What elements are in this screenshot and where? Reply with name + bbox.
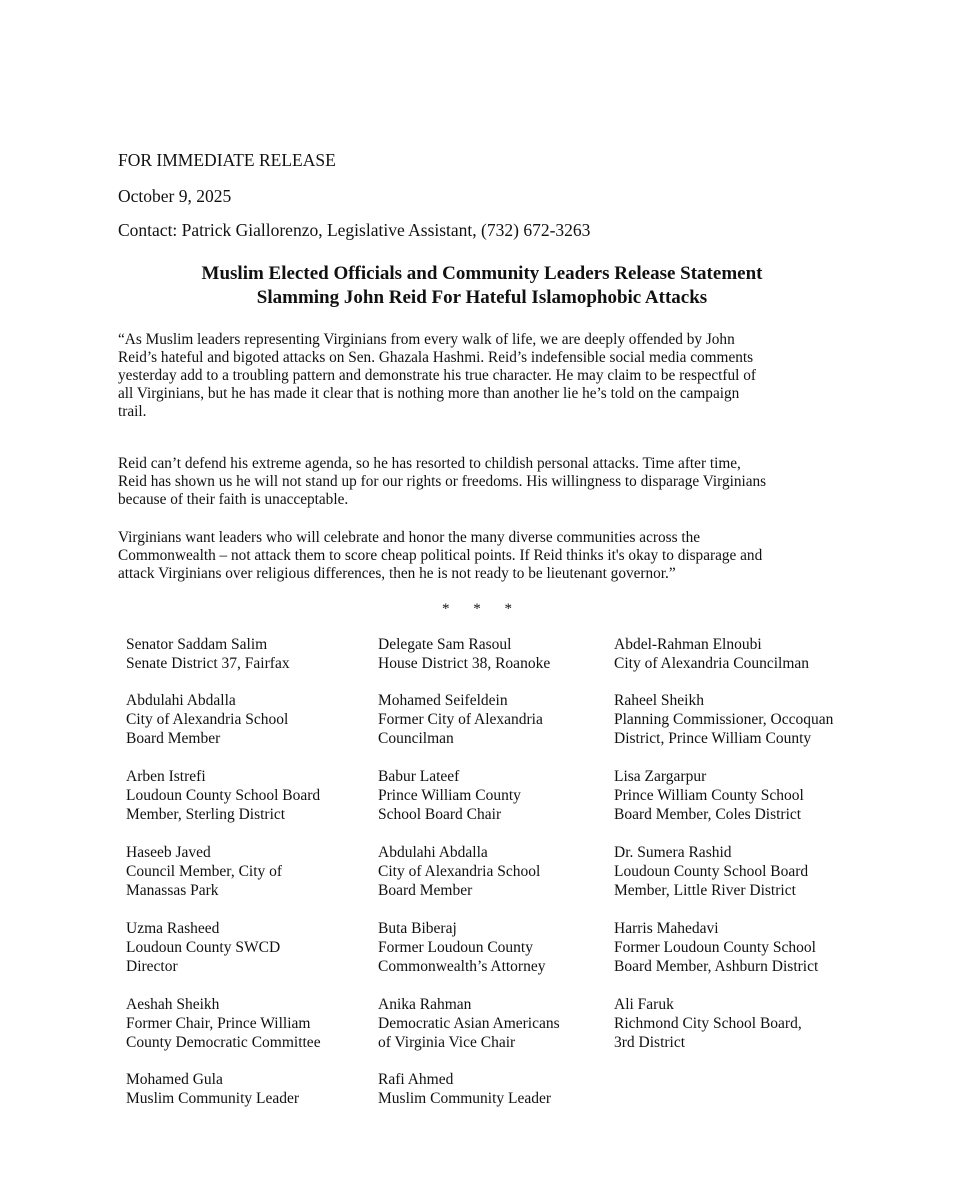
signatory-title: Prince William County School <box>614 787 804 804</box>
signatory <box>126 995 321 1052</box>
headline-line: Muslim Elected Officials and Community Leaders Release Statement <box>201 263 763 284</box>
signatory-name: Babur Lateef <box>378 768 460 785</box>
signatory <box>378 691 543 748</box>
signatory <box>126 635 290 673</box>
signatory <box>614 635 809 673</box>
statement-line: because of their faith is unacceptable. <box>118 491 349 508</box>
signatory-name: Harris Mahedavi <box>614 920 719 937</box>
signatory-title: Loudoun County School Board <box>126 787 321 804</box>
signatory-title: Muslim Community Leader <box>126 1090 300 1107</box>
signatory <box>614 843 808 900</box>
signatory-title: Loudoun County SWCD <box>126 939 281 956</box>
signatory-title: Member, Sterling District <box>126 806 286 823</box>
statement-line: Reid can’t defend his extreme agenda, so he has resorted to childish personal attacks. Time after time, <box>118 455 741 472</box>
signatory <box>378 995 560 1052</box>
signatory <box>126 767 320 824</box>
signatory <box>126 843 282 900</box>
statement-paragraph-3 <box>118 529 858 583</box>
signatory-title: County Democratic Committee <box>126 1034 321 1051</box>
statement-line: Virginians want leaders who will celebrate and honor the many diverse communities across the <box>118 529 701 546</box>
signatory-title: Commonwealth’s Attorney <box>378 958 546 975</box>
headline <box>100 262 864 310</box>
signatory-title: School Board Chair <box>378 806 502 823</box>
signatory-title: of Virginia Vice Chair <box>378 1034 516 1051</box>
signatory-title: Former Loudoun County <box>378 939 533 956</box>
signatory-title: City of Alexandria School <box>126 711 289 728</box>
contact-line: Contact: Patrick Giallorenzo, Legislative Assistant, (732) 672-3263 <box>118 220 591 240</box>
signatory-title: Richmond City School Board, <box>614 1015 802 1032</box>
signatory <box>378 919 545 976</box>
section-separator: * * * <box>442 601 522 617</box>
signatory-name: Abdel-Rahman Elnoubi <box>614 636 762 653</box>
signatory <box>126 691 288 748</box>
statement-paragraph-2 <box>118 455 858 509</box>
signatory-name: Arben Istrefi <box>126 768 206 785</box>
headline-line: Slamming John Reid For Hateful Islamophobic Attacks <box>256 287 708 308</box>
signatory-name: Uzma Rasheed <box>126 920 220 937</box>
signatory <box>126 1070 299 1108</box>
signatory-title: Board Member <box>378 882 473 899</box>
signatory-title: Former Chair, Prince William <box>126 1015 311 1032</box>
signatory-title: Manassas Park <box>126 882 219 899</box>
signatory-title: Member, Little River District <box>614 882 796 899</box>
signatory-name: Haseeb Javed <box>126 844 211 861</box>
signatory <box>614 995 802 1052</box>
statement-line: Commonwealth – not attack them to score cheap political points. If Reid thinks it's okay to disparage and <box>118 547 763 564</box>
signatory-title: City of Alexandria Councilman <box>614 655 810 672</box>
statement-line: all Virginians, but he has made it clear that is nothing more than another lie he’s told on the campaign <box>118 385 740 402</box>
signatory-name: Delegate Sam Rasoul <box>378 636 512 653</box>
statement-paragraph-1 <box>118 331 858 421</box>
statement-line: “As Muslim leaders representing Virginians from every walk of life, we are deeply offended by John <box>118 331 735 348</box>
signatory-title: Council Member, City of <box>126 863 283 880</box>
signatory-name: Raheel Sheikh <box>614 692 704 709</box>
signatory-name: Senator Saddam Salim <box>126 636 268 653</box>
signatory-name: Anika Rahman <box>378 996 472 1013</box>
signatory-title: Planning Commissioner, Occoquan <box>614 711 834 728</box>
signatory <box>614 919 818 976</box>
signatory-name: Dr. Sumera Rashid <box>614 844 732 861</box>
release-date: October 9, 2025 <box>118 186 232 206</box>
signatory-name: Buta Biberaj <box>378 920 457 937</box>
signatory-title: Board Member, Ashburn District <box>614 958 819 975</box>
signatory-title: City of Alexandria School <box>378 863 541 880</box>
signatory-name: Ali Faruk <box>614 996 674 1013</box>
signatory-name: Mohamed Seifeldein <box>378 692 508 709</box>
signatory-name: Aeshah Sheikh <box>126 996 220 1013</box>
signatory-title: Board Member, Coles District <box>614 806 802 823</box>
statement-line: Reid’s hateful and bigoted attacks on Sen. Ghazala Hashmi. Reid’s indefensible social media comments <box>118 349 754 366</box>
signatory <box>614 691 833 748</box>
signatory-name: Abdulahi Abdalla <box>126 692 236 709</box>
signatory <box>378 1070 551 1108</box>
statement-line: yesterday add to a troubling pattern and demonstrate his true character. He may claim to be respectful of <box>118 367 756 384</box>
signatory-name: Mohamed Gula <box>126 1071 223 1088</box>
signatory-title: House District 38, Roanoke <box>378 655 551 672</box>
statement-line: trail. <box>118 403 147 420</box>
signatory-title: Loudoun County School Board <box>614 863 809 880</box>
signatory-title: Councilman <box>378 730 454 747</box>
signatory-name: Rafi Ahmed <box>378 1071 454 1088</box>
release-label: FOR IMMEDIATE RELEASE <box>118 150 336 170</box>
signatory-title: Board Member <box>126 730 221 747</box>
signatory-title: 3rd District <box>614 1034 686 1051</box>
signatory-title: Director <box>126 958 178 975</box>
signatory-name: Lisa Zargarpur <box>614 768 707 785</box>
signatory <box>378 767 521 824</box>
signatory-title: Prince William County <box>378 787 521 804</box>
signatory <box>126 919 280 976</box>
signatory-title: Senate District 37, Fairfax <box>126 655 290 672</box>
signatory-title: Muslim Community Leader <box>378 1090 552 1107</box>
signatory <box>378 635 550 673</box>
signatory-title: Former Loudoun County School <box>614 939 816 956</box>
statement-line: Reid has shown us he will not stand up for our rights or freedoms. His willingness to disparage Virginians <box>118 473 767 490</box>
signatory-title: District, Prince William County <box>614 730 812 747</box>
signatory-title: Democratic Asian Americans <box>378 1015 560 1032</box>
signatory <box>614 767 804 824</box>
signatory-title: Former City of Alexandria <box>378 711 543 728</box>
signatory <box>378 843 540 900</box>
signatory-name: Abdulahi Abdalla <box>378 844 488 861</box>
statement-line: attack Virginians over religious differences, then he is not ready to be lieutenant governor.” <box>118 565 676 582</box>
